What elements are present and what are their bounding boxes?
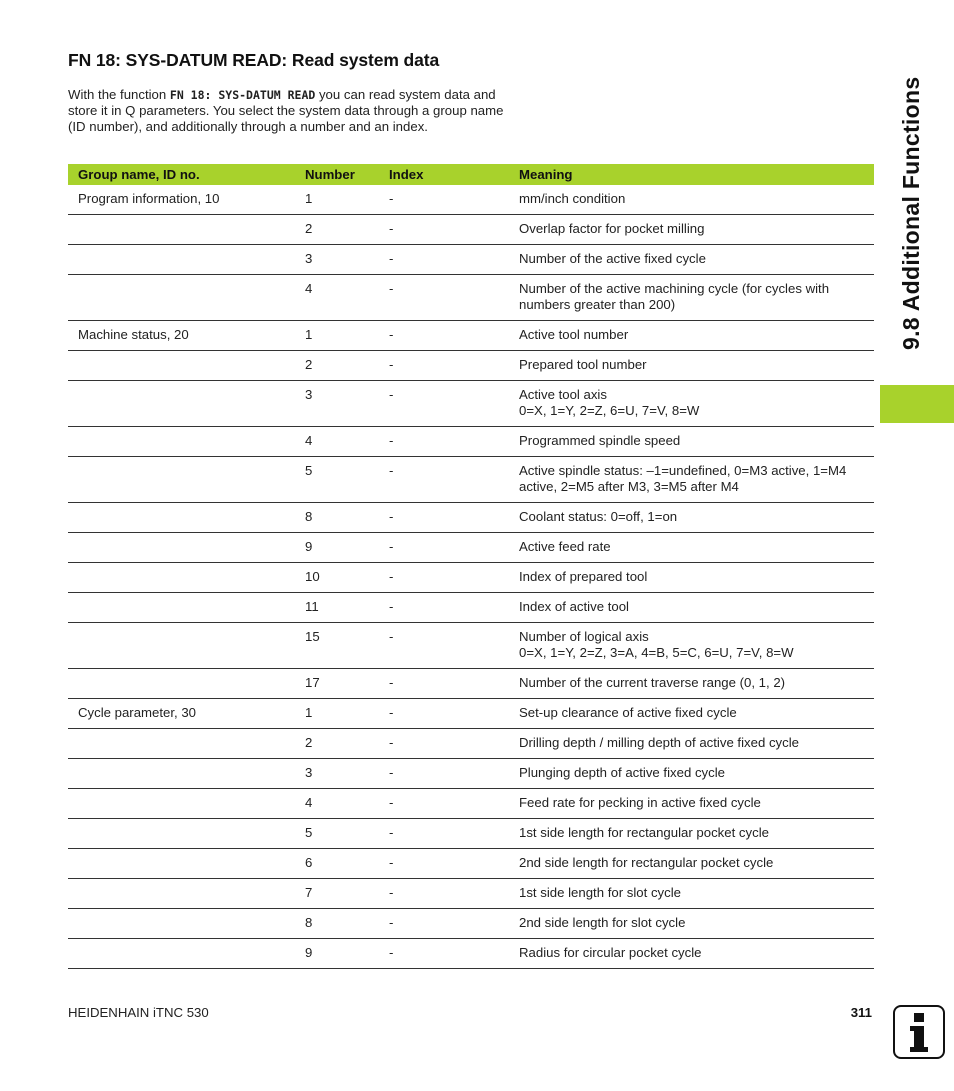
cell-index: - — [389, 669, 519, 699]
intro-paragraph — [68, 87, 518, 135]
table-row — [68, 245, 874, 275]
info-glyph — [895, 1007, 943, 1057]
cell-meaning: 2nd side length for rectangular pocket cycle — [519, 849, 874, 879]
table-row — [68, 759, 874, 789]
table-row — [68, 503, 874, 533]
cell-meaning: Coolant status: 0=off, 1=on — [519, 503, 874, 533]
page-heading: FN 18: SYS-DATUM READ: Read system data — [68, 50, 440, 70]
cell-index: - — [389, 563, 519, 593]
cell-meaning: Active tool number — [519, 321, 874, 351]
cell-group — [68, 533, 305, 563]
cell-index: - — [389, 427, 519, 457]
cell-number: 15 — [305, 623, 389, 669]
cell-index: - — [389, 533, 519, 563]
cell-group — [68, 939, 305, 969]
cell-index: - — [389, 729, 519, 759]
cell-index: - — [389, 215, 519, 245]
table-row — [68, 819, 874, 849]
cell-index: - — [389, 381, 519, 427]
cell-group — [68, 819, 305, 849]
cell-index: - — [389, 457, 519, 503]
cell-number: 10 — [305, 563, 389, 593]
cell-meaning: Programmed spindle speed — [519, 427, 874, 457]
cell-index: - — [389, 275, 519, 321]
cell-meaning: Number of logical axis 0=X, 1=Y, 2=Z, 3=A, 4=B, 5=C, 6=U, 7=V, 8=W — [519, 623, 874, 669]
cell-group — [68, 563, 305, 593]
table-row — [68, 275, 874, 321]
cell-group — [68, 503, 305, 533]
cell-group: Cycle parameter, 30 — [68, 699, 305, 729]
table-row — [68, 381, 874, 427]
cell-group — [68, 215, 305, 245]
header-meaning: Meaning — [519, 164, 874, 185]
section-tab-marker — [880, 385, 954, 423]
table-row — [68, 457, 874, 503]
cell-number: 9 — [305, 533, 389, 563]
cell-number: 11 — [305, 593, 389, 623]
cell-group — [68, 909, 305, 939]
cell-number: 17 — [305, 669, 389, 699]
cell-meaning: Active tool axis 0=X, 1=Y, 2=Z, 6=U, 7=V, 8=W — [519, 381, 874, 427]
cell-group — [68, 593, 305, 623]
header-group: Group name, ID no. — [68, 164, 305, 185]
table-row — [68, 215, 874, 245]
cell-index: - — [389, 503, 519, 533]
cell-index: - — [389, 909, 519, 939]
intro-text-after: you can read system data and store it in Q parameters. You select the system data through a group name (ID number), and additionally through a number and an index. — [68, 87, 504, 134]
cell-meaning: 1st side length for slot cycle — [519, 879, 874, 909]
cell-group: Program information, 10 — [68, 185, 305, 215]
table-row — [68, 909, 874, 939]
table-row — [68, 351, 874, 381]
table-row — [68, 789, 874, 819]
cell-meaning: Overlap factor for pocket milling — [519, 215, 874, 245]
cell-index: - — [389, 939, 519, 969]
cell-meaning: Plunging depth of active fixed cycle — [519, 759, 874, 789]
cell-group: Machine status, 20 — [68, 321, 305, 351]
table-row — [68, 185, 874, 215]
table-header-row — [68, 164, 874, 185]
table-row — [68, 849, 874, 879]
cell-number: 6 — [305, 849, 389, 879]
cell-meaning: Feed rate for pecking in active fixed cycle — [519, 789, 874, 819]
section-side-title: 9.8 Additional Functions — [898, 76, 924, 350]
cell-index: - — [389, 819, 519, 849]
cell-number: 2 — [305, 215, 389, 245]
header-number: Number — [305, 164, 389, 185]
cell-index: - — [389, 699, 519, 729]
cell-number: 2 — [305, 729, 389, 759]
cell-group — [68, 275, 305, 321]
cell-number: 3 — [305, 245, 389, 275]
cell-meaning: mm/inch condition — [519, 185, 874, 215]
cell-index: - — [389, 789, 519, 819]
cell-number: 3 — [305, 381, 389, 427]
cell-index: - — [389, 849, 519, 879]
cell-meaning: Index of prepared tool — [519, 563, 874, 593]
cell-number: 5 — [305, 819, 389, 849]
cell-group — [68, 457, 305, 503]
intro-code: FN 18: SYS-DATUM READ — [169, 88, 316, 102]
cell-number: 2 — [305, 351, 389, 381]
table-row — [68, 623, 874, 669]
cell-meaning: 1st side length for rectangular pocket cycle — [519, 819, 874, 849]
cell-meaning: Prepared tool number — [519, 351, 874, 381]
cell-index: - — [389, 245, 519, 275]
table-row — [68, 729, 874, 759]
table-row — [68, 321, 874, 351]
footer-product: HEIDENHAIN iTNC 530 — [68, 1005, 209, 1020]
cell-index: - — [389, 321, 519, 351]
table-body — [68, 185, 874, 969]
table-row — [68, 879, 874, 909]
table-row — [68, 427, 874, 457]
cell-number: 1 — [305, 699, 389, 729]
cell-group — [68, 879, 305, 909]
cell-meaning: Active spindle status: –1=undefined, 0=M3 active, 1=M4 active, 2=M5 after M3, 3=M5 after M4 — [519, 457, 874, 503]
cell-index: - — [389, 593, 519, 623]
cell-number: 8 — [305, 503, 389, 533]
cell-group — [68, 381, 305, 427]
info-icon — [893, 1005, 945, 1059]
cell-group — [68, 729, 305, 759]
cell-group — [68, 669, 305, 699]
cell-number: 1 — [305, 321, 389, 351]
cell-number: 3 — [305, 759, 389, 789]
cell-meaning: Set-up clearance of active fixed cycle — [519, 699, 874, 729]
cell-number: 9 — [305, 939, 389, 969]
table-row — [68, 939, 874, 969]
cell-group — [68, 351, 305, 381]
cell-meaning: 2nd side length for slot cycle — [519, 909, 874, 939]
cell-index: - — [389, 185, 519, 215]
cell-meaning: Number of the active fixed cycle — [519, 245, 874, 275]
cell-group — [68, 789, 305, 819]
footer-page-number: 311 — [850, 1005, 872, 1020]
cell-number: 1 — [305, 185, 389, 215]
cell-number: 5 — [305, 457, 389, 503]
cell-meaning: Number of the current traverse range (0, 1, 2) — [519, 669, 874, 699]
cell-meaning: Radius for circular pocket cycle — [519, 939, 874, 969]
cell-group — [68, 427, 305, 457]
cell-number: 4 — [305, 789, 389, 819]
cell-index: - — [389, 759, 519, 789]
cell-group — [68, 623, 305, 669]
cell-group — [68, 759, 305, 789]
cell-index: - — [389, 623, 519, 669]
table-row — [68, 699, 874, 729]
cell-number: 4 — [305, 275, 389, 321]
cell-group — [68, 245, 305, 275]
cell-meaning: Index of active tool — [519, 593, 874, 623]
table-row — [68, 533, 874, 563]
cell-meaning: Drilling depth / milling depth of active fixed cycle — [519, 729, 874, 759]
system-data-table — [68, 164, 874, 969]
cell-number: 7 — [305, 879, 389, 909]
table-row — [68, 563, 874, 593]
header-index: Index — [389, 164, 519, 185]
intro-text-before: With the function — [68, 87, 170, 102]
cell-index: - — [389, 879, 519, 909]
cell-index: - — [389, 351, 519, 381]
cell-group — [68, 849, 305, 879]
table-row — [68, 669, 874, 699]
cell-number: 8 — [305, 909, 389, 939]
cell-meaning: Active feed rate — [519, 533, 874, 563]
table-row — [68, 593, 874, 623]
cell-number: 4 — [305, 427, 389, 457]
cell-meaning: Number of the active machining cycle (for cycles with numbers greater than 200) — [519, 275, 874, 321]
